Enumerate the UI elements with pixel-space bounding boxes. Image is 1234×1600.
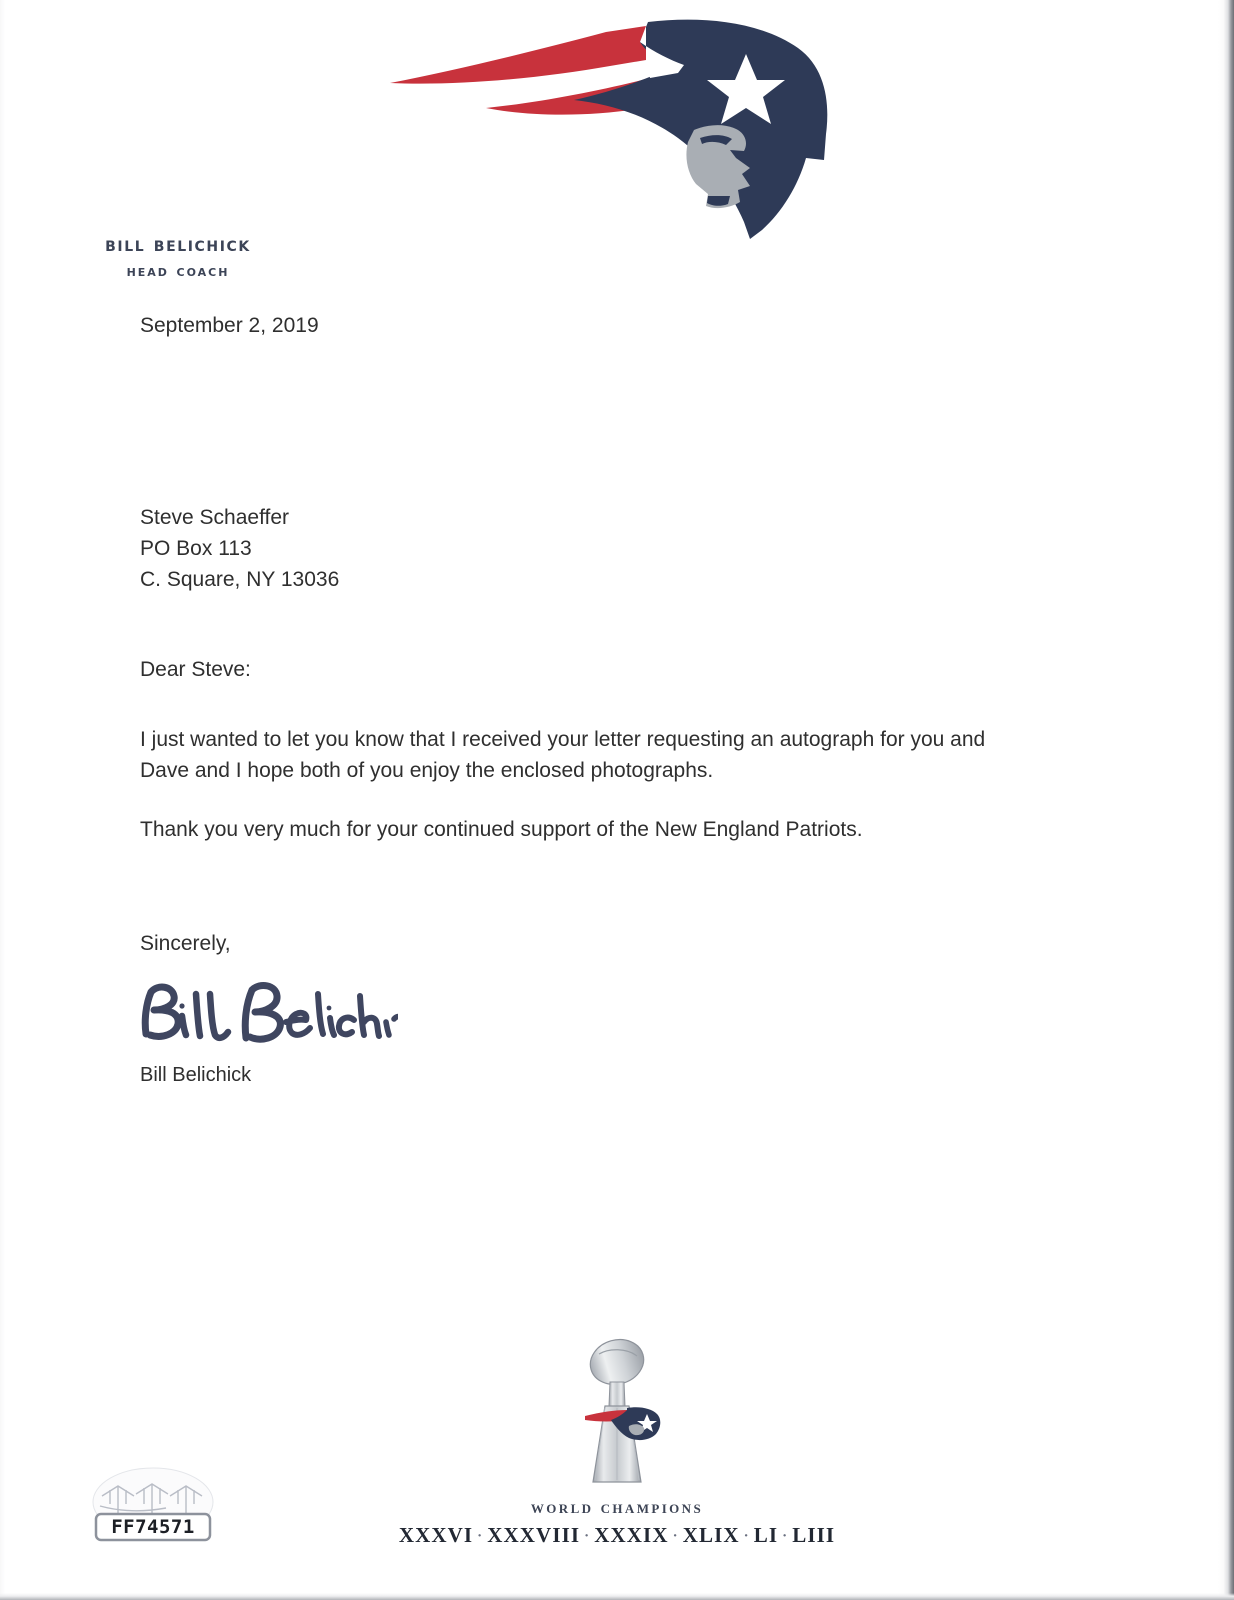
- recipient-city-state-zip: C. Square, NY 13036: [140, 568, 340, 591]
- sticker-serial: FF74571: [111, 1516, 195, 1538]
- salutation: Dear Steve:: [140, 658, 251, 681]
- numeral-separator: ·: [672, 1528, 679, 1544]
- letter-date: September 2, 2019: [140, 314, 319, 337]
- signature: [118, 972, 398, 1052]
- body-paragraph-2: Thank you very much for your continued support of the New England Patriots.: [140, 818, 863, 841]
- recipient-address: [140, 502, 339, 595]
- numeral-separator: ·: [477, 1528, 484, 1544]
- championship-numeral: XXXVIII: [487, 1523, 581, 1547]
- letterhead: [48, 234, 308, 279]
- numeral-separator: ·: [584, 1528, 591, 1544]
- scan-edge-right: [1218, 0, 1234, 1600]
- championship-numeral: XXXVI: [398, 1523, 474, 1547]
- championship-numeral: XLIX: [682, 1523, 740, 1547]
- trophy-graphic: [0, 1330, 1234, 1495]
- trophy-neck: [609, 1382, 625, 1406]
- scan-edge-left: [0, 0, 5, 1600]
- signed-name: Bill Belichick: [140, 1064, 252, 1086]
- body-paragraph-1: I just wanted to let you know that I received your letter requesting an autograph for you and Dave and I hope both of you enjoy the enclosed photographs.: [140, 728, 986, 782]
- recipient-street: PO Box 113: [140, 537, 252, 560]
- championship-numerals: [0, 1523, 1234, 1548]
- recipient-name: Steve Schaeffer: [140, 506, 290, 529]
- championship-numeral: XXXIX: [594, 1523, 669, 1547]
- letter-body: [140, 312, 1040, 1086]
- world-champions-title: world champions: [530, 1497, 704, 1518]
- patriots-logo: [378, 8, 828, 250]
- footer: [0, 1330, 1234, 1548]
- scan-edge-bottom: [0, 1593, 1234, 1600]
- logo-streamer-upper: [390, 26, 646, 84]
- numeral-separator: ·: [782, 1528, 789, 1544]
- championship-numeral: LI: [753, 1523, 779, 1547]
- letterhead-name: bill belichick: [105, 232, 251, 256]
- letterhead-title: head coach: [126, 261, 230, 280]
- logo-face-chin: [707, 196, 730, 206]
- championship-numeral: LIII: [792, 1523, 836, 1547]
- closing: Sincerely,: [140, 932, 231, 955]
- numeral-separator: ·: [743, 1528, 750, 1544]
